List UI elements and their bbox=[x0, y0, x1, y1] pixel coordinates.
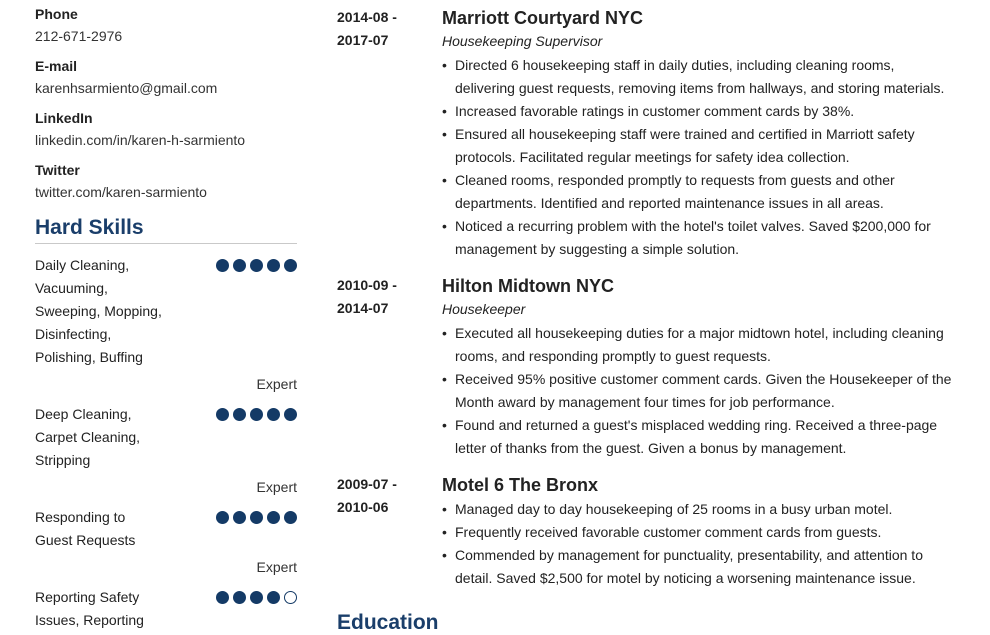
job-bullet bbox=[442, 215, 957, 261]
job-bullets bbox=[442, 54, 957, 261]
job-dates bbox=[337, 473, 427, 519]
job-date-start: 2014-08 - bbox=[337, 9, 397, 25]
rating-dot-filled-icon bbox=[284, 511, 297, 524]
contact-section bbox=[35, 6, 297, 200]
contact-label: E-mail bbox=[35, 58, 78, 74]
rating-dot-filled-icon bbox=[267, 408, 280, 421]
rating-dot-filled-icon bbox=[284, 408, 297, 421]
job-bullet-line: departments. Identified and reported maintenance issues in all areas. bbox=[455, 195, 884, 211]
skill-name-line: Deep Cleaning, bbox=[35, 406, 132, 422]
job-bullet-line: • Noticed a recurring problem with the hotel's toilet valves. Saved $200,000 for bbox=[455, 218, 931, 234]
rating-dot-filled-icon bbox=[233, 511, 246, 524]
job-bullet-line: letter of thanks from the guest. Given a bonus by management. bbox=[455, 440, 847, 456]
company-name: Motel 6 The Bronx bbox=[442, 475, 599, 495]
contact-label: LinkedIn bbox=[35, 110, 93, 126]
job-bullet-line: management by suggesting a simple solution. bbox=[455, 241, 740, 257]
skill-name-line: Guest Requests bbox=[35, 532, 136, 548]
job-bullet bbox=[442, 322, 957, 368]
skill-rating bbox=[216, 259, 297, 272]
rating-dot-filled-icon bbox=[267, 591, 280, 604]
skill-level: Expert bbox=[256, 559, 297, 575]
contact-item bbox=[35, 58, 297, 96]
job-bullet bbox=[442, 123, 957, 169]
job-bullet-line: detail. Saved $2,500 for motel by noticing a worsening maintenance issue. bbox=[455, 570, 916, 586]
rating-dot-filled-icon bbox=[233, 408, 246, 421]
job-bullet-line: • Commended by management for punctuality, presentability, and attention to bbox=[455, 547, 923, 563]
skill-level: Expert bbox=[256, 376, 297, 392]
job-bullet bbox=[442, 368, 957, 414]
job-bullet bbox=[442, 100, 957, 123]
contact-label: Phone bbox=[35, 6, 78, 22]
hard-skills-section bbox=[35, 216, 297, 632]
contact-item bbox=[35, 6, 297, 44]
contact-value: karenhsarmiento@gmail.com bbox=[35, 80, 218, 96]
job-date-end: 2010-06 bbox=[337, 499, 389, 515]
skill-name-line: Stripping bbox=[35, 452, 91, 468]
left-column bbox=[35, 0, 297, 632]
rating-dot-filled-icon bbox=[233, 259, 246, 272]
rating-dot-filled-icon bbox=[250, 408, 263, 421]
rating-dot-filled-icon bbox=[216, 408, 229, 421]
job-bullet bbox=[442, 498, 957, 521]
skill-level: Expert bbox=[256, 479, 297, 495]
rating-dot-filled-icon bbox=[267, 259, 280, 272]
contact-item bbox=[35, 110, 297, 148]
job-bullet-line: delivering guest requests, removing items from hallways, and storing materials. bbox=[455, 80, 945, 96]
skill-name-line: Carpet Cleaning, bbox=[35, 429, 141, 445]
rating-dot-filled-icon bbox=[233, 591, 246, 604]
job-bullet-line: • Managed day to day housekeeping of 25 rooms in a busy urban motel. bbox=[455, 501, 893, 517]
job-bullet-line: • Cleaned rooms, responded promptly to requests from guests and other bbox=[455, 172, 895, 188]
company-name: Hilton Midtown NYC bbox=[442, 276, 614, 296]
skill-item bbox=[35, 403, 297, 496]
job-bullet-line: • Executed all housekeeping duties for a major midtown hotel, including cleaning bbox=[455, 325, 944, 341]
job-bullet-line: Month award by management four times for job performance. bbox=[455, 394, 835, 410]
skill-name-line: Vacuuming, bbox=[35, 280, 108, 296]
rating-dot-filled-icon bbox=[267, 511, 280, 524]
skills-list bbox=[35, 254, 297, 632]
job-body bbox=[442, 473, 957, 590]
job-entry bbox=[337, 6, 957, 261]
rating-dot-filled-icon bbox=[250, 591, 263, 604]
skill-rating bbox=[216, 408, 297, 421]
rating-dot-filled-icon bbox=[250, 259, 263, 272]
rating-dot-filled-icon bbox=[216, 591, 229, 604]
skill-name bbox=[35, 586, 185, 632]
skill-name-line: Sweeping, Mopping, bbox=[35, 303, 162, 319]
rating-dot-filled-icon bbox=[250, 511, 263, 524]
skill-name-line: Polishing, Buffing bbox=[35, 349, 143, 365]
job-bullet-line: • Frequently received favorable customer comment cards from guests. bbox=[455, 524, 882, 540]
job-date-end: 2014-07 bbox=[337, 300, 389, 316]
job-date-end: 2017-07 bbox=[337, 32, 389, 48]
education-title: Education bbox=[337, 611, 439, 634]
job-dates bbox=[337, 6, 427, 52]
job-bullet-line: • Found and returned a guest's misplaced wedding ring. Received a three-page bbox=[455, 417, 938, 433]
skill-rating bbox=[216, 591, 297, 604]
skill-rating bbox=[216, 511, 297, 524]
job-role: Housekeeping Supervisor bbox=[442, 33, 603, 49]
skill-name bbox=[35, 403, 185, 472]
company-name: Marriott Courtyard NYC bbox=[442, 8, 644, 28]
skill-name-line: Daily Cleaning, bbox=[35, 257, 130, 273]
job-bullet-line: protocols. Facilitated regular meetings for safety idea collection. bbox=[455, 149, 850, 165]
contact-item bbox=[35, 162, 297, 200]
rating-dot-empty-icon bbox=[284, 591, 297, 604]
skill-item bbox=[35, 506, 297, 576]
job-entry bbox=[337, 473, 957, 590]
contact-value: linkedin.com/in/karen-h-sarmiento bbox=[35, 132, 246, 148]
job-bullets bbox=[442, 498, 957, 590]
job-bullet bbox=[442, 54, 957, 100]
contact-value: twitter.com/karen-sarmiento bbox=[35, 184, 207, 200]
contact-label: Twitter bbox=[35, 162, 80, 178]
skill-name-line: Responding to bbox=[35, 509, 126, 525]
job-entry bbox=[337, 274, 957, 460]
job-bullet-line: • Increased favorable ratings in customer comment cards by 38%. bbox=[455, 103, 855, 119]
rating-dot-filled-icon bbox=[284, 259, 297, 272]
job-body bbox=[442, 274, 957, 460]
job-bullets bbox=[442, 322, 957, 460]
job-date-start: 2009-07 - bbox=[337, 476, 397, 492]
job-bullet bbox=[442, 544, 957, 590]
job-bullet bbox=[442, 414, 957, 460]
job-bullet bbox=[442, 521, 957, 544]
job-bullet-line: • Directed 6 housekeeping staff in daily duties, including cleaning rooms, bbox=[455, 57, 895, 73]
job-role: Housekeeper bbox=[442, 301, 526, 317]
skill-name-line: Issues, Reporting bbox=[35, 612, 144, 628]
skill-name bbox=[35, 254, 185, 369]
rating-dot-filled-icon bbox=[216, 511, 229, 524]
job-bullet-line: • Received 95% positive customer comment cards. Given the Housekeeper of the bbox=[455, 371, 952, 387]
job-dates bbox=[337, 274, 427, 320]
skill-item bbox=[35, 254, 297, 393]
job-body bbox=[442, 6, 957, 261]
skill-name-line: Reporting Safety bbox=[35, 589, 140, 605]
job-bullet bbox=[442, 169, 957, 215]
job-bullet-line: rooms, and responding promptly to guest requests. bbox=[455, 348, 771, 364]
rating-dot-filled-icon bbox=[216, 259, 229, 272]
skill-name bbox=[35, 506, 185, 552]
skill-item bbox=[35, 586, 297, 632]
contact-value: 212-671-2976 bbox=[35, 28, 123, 44]
job-bullet-line: • Ensured all housekeeping staff were trained and certified in Marriott safety bbox=[455, 126, 915, 142]
job-date-start: 2010-09 - bbox=[337, 277, 397, 293]
skill-name-line: Disinfecting, bbox=[35, 326, 112, 342]
hard-skills-title: Hard Skills bbox=[35, 216, 297, 244]
